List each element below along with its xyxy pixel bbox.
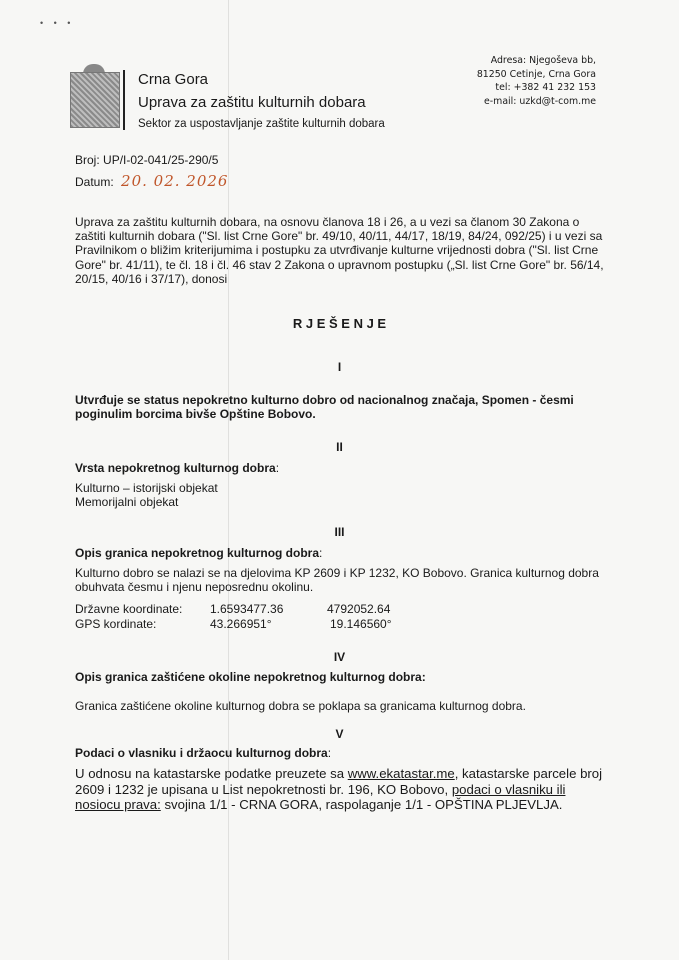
scan-marks: • • • bbox=[40, 18, 75, 28]
coord-label-gps: GPS kordinate: bbox=[75, 617, 157, 631]
org-sector: Sektor za uspostavljanje zaštite kulturnih dobara bbox=[138, 118, 385, 130]
section-4-numeral: IV bbox=[333, 650, 346, 664]
section-2-list bbox=[75, 481, 605, 509]
broj-value: UP/I-02-041/25-290/5 bbox=[103, 153, 219, 167]
section-5-text-c: svojina 1/1 - CRNA GORA, raspolaganje 1/1 - OPŠTINA PLJEVLJA. bbox=[160, 797, 563, 812]
paper-fold-line bbox=[228, 0, 229, 960]
section-5-text-b: , katastarske parcele broj 2609 i 1232 je upisana u List nepokretnosti br. 196, KO Bobovo, bbox=[75, 766, 603, 797]
coord-gps-lon: 19.146560° bbox=[330, 617, 392, 631]
decision-title: R J E Š E N J E bbox=[292, 316, 387, 331]
org-country: Crna Gora bbox=[138, 71, 209, 88]
section-5-heading: Podaci o vlasniku i držaocu kulturnog dobra: bbox=[75, 746, 332, 760]
section-4-heading: Opis granica zaštićene okoline nepokretnog kulturnog dobra: bbox=[75, 670, 426, 684]
datum-handwritten: 20. 02. 2026 bbox=[121, 172, 229, 190]
preamble bbox=[75, 215, 605, 286]
section-2-heading-text: Vrsta nepokretnog kulturnog dobra bbox=[75, 461, 276, 475]
section-5-text-a: U odnosu na katastarske podatke preuzete sa bbox=[75, 766, 348, 781]
reference-date bbox=[75, 172, 228, 190]
section-1-numeral: I bbox=[337, 360, 342, 374]
section-1-text: Utvrđuje se status nepokretno kulturno dobro od nacionalnog značaja, Spomen - česmi poginulim borcima bivše Opštine Bobovo. bbox=[75, 393, 574, 421]
datum-label: Datum: bbox=[75, 175, 114, 189]
org-name: Uprava za zaštitu kulturnih dobara bbox=[138, 94, 366, 111]
coord-state-x: 1.6593477.36 bbox=[210, 602, 284, 616]
coord-state-y: 4792052.64 bbox=[327, 602, 391, 616]
coat-of-arms-icon bbox=[70, 72, 120, 128]
address-city: 81250 Cetinje, Crna Gora bbox=[476, 68, 596, 80]
coord-label-state: Državne koordinate: bbox=[75, 602, 183, 616]
section-2-heading: Vrsta nepokretnog kulturnog dobra: bbox=[75, 461, 280, 475]
address-phone: tel: +382 41 232 153 bbox=[495, 82, 596, 93]
coord-gps-lat: 43.266951° bbox=[210, 617, 272, 631]
address-line: Adresa: Njegoševa bb, bbox=[490, 55, 596, 66]
letterhead-divider bbox=[123, 70, 125, 130]
address-email[interactable]: e-mail: uzkd@t-com.me bbox=[484, 95, 596, 107]
section-5-heading-text: Podaci o vlasniku i držaocu kulturnog dobra bbox=[75, 746, 328, 760]
ekatastar-link[interactable]: www.ekatastar.me bbox=[347, 766, 455, 781]
section-3-text: Kulturno dobro se nalazi se na djelovima KP 2609 i KP 1232, KO Bobovo. Granica kulturnog dobra obuhvata česmu i njenu neposrednu okolinu. bbox=[75, 566, 599, 594]
section-2-numeral: II bbox=[336, 440, 343, 454]
section-5-underlined: podaci o vlasniku ili nosiocu prava: bbox=[75, 781, 566, 812]
broj-label: Broj: bbox=[75, 153, 100, 167]
reference-number bbox=[75, 153, 218, 167]
section-5-numeral: V bbox=[335, 727, 344, 741]
address-block bbox=[477, 54, 596, 108]
list-item: Memorijalni objekat bbox=[75, 495, 179, 509]
section-3-numeral: III bbox=[334, 525, 345, 539]
section-5-text bbox=[75, 766, 605, 813]
section-3-heading: Opis granica nepokretnog kulturnog dobra: bbox=[75, 546, 323, 560]
section-3-heading-text: Opis granica nepokretnog kulturnog dobra bbox=[75, 546, 320, 560]
section-4-text: Granica zaštićene okoline kulturnog dobra se poklapa sa granicama kulturnog dobra. bbox=[75, 699, 526, 713]
list-item: Kulturno – istorijski objekat bbox=[75, 481, 218, 495]
preamble-text: Uprava za zaštitu kulturnih dobara, na osnovu članova 18 i 26, a u vezi sa članom 30 Zakona o zaštiti kulturnih dobara ("Sl. list Crne Gore" br. 49/10, 40/11, 44/17, 18/19, 84/24, 092/25) i u vezi sa Pravilnikom o bližim kriterijumima i postupku za utvrđivanje kulturne vrijednosti dobra ("Sl. list Crne Gore" br. 41/11), te čl. 18 i čl. 46 stav 2 Zakona o upravnom postupku („Sl. list Crne Gore" br. 56/14, 20/15, 40/16 i 37/17), donosi bbox=[75, 215, 604, 286]
